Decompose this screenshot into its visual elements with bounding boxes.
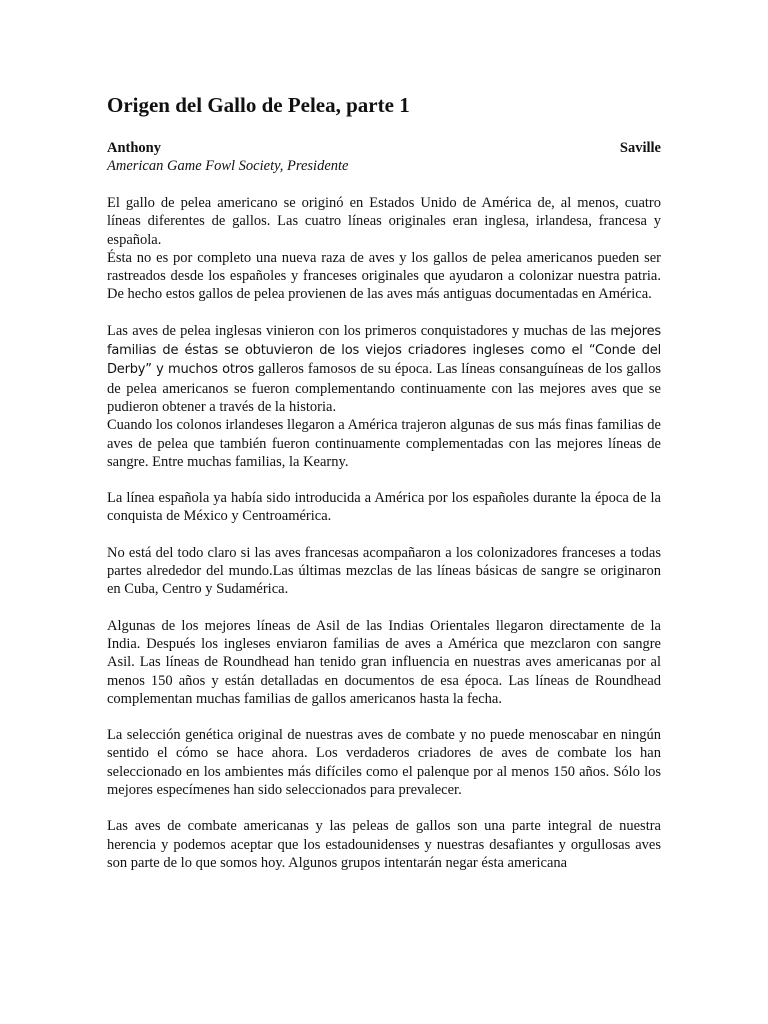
author-line [107, 139, 661, 157]
document-title: Origen del Gallo de Pelea, parte 1 [107, 93, 410, 117]
paragraph-1a: El gallo de pelea americano se originó en Estados Unido de América de, al menos, cuatro líneas diferentes de gallos. Las cuatro líneas originales eran inglesa, irlandesa, francesa y española. [107, 195, 661, 248]
author-last-name: Saville [619, 140, 661, 156]
author-affiliation: American Game Fowl Society, Presidente [107, 158, 349, 174]
document-page [107, 92, 661, 890]
paragraph-7: Las aves de combate americanas y las peleas de gallos son una parte integral de nuestra herencia y podemos aceptar que los estadounidenses y nuestras desafiantes y orgullosas aves son parte de lo que somos hoy. Algunos grupos intentarán negar ésta americana [107, 818, 661, 871]
paragraph-2a-part-2: mejores familias de éstas se obtuvieron de los viejos criadores ingleses como el “Conde del Derby” y muchos otros [107, 323, 661, 378]
paragraph-5: Algunas de los mejores líneas de Asil de las Indias Orientales llegaron directamente de la India. Después los ingleses enviaron familias de aves a América que mezclaron con sangre Asil. Las líneas de Roundhead han tenido gran influencia en nuestras aves americanas por al menos 150 años y están detalladas en documentos de esa época. Las líneas de Roundhead complementan muchas familias de gallos americanos hasta la fecha. [107, 617, 661, 707]
paragraph-6: La selección genética original de nuestras aves de combate y no puede menoscabar en ningún sentido el cómo se hace ahora. Los verdaderos criadores de aves de combate los han seleccionado en los ambientes más difíciles como el palenque por al menos 150 años. Sólo los mejores especímenes han sido seleccionados para prevalecer. [107, 727, 661, 799]
author-first-name: Anthony [107, 140, 161, 156]
paragraph-2b: Cuando los colonos irlandeses llegaron a América trajeron algunas de sus más finas familias de aves de pelea que también fueron continuamente complementadas con las mejores líneas de sangre. Entre muchas familias, la Kearny. [107, 417, 661, 470]
paragraph-2a [107, 322, 661, 416]
paragraph-3: La línea española ya había sido introducida a América por los españoles durante la época de la conquista de México y Centroamérica. [107, 490, 661, 525]
paragraph-2a-part-1: Las aves de pelea inglesas vinieron con los primeros conquistadores y muchas de las [107, 322, 607, 339]
paragraph-4: No está del todo claro si las aves francesas acompañaron a los colonizadores franceses a todas partes alrededor del mundo.Las últimas mezclas de las líneas básicas de sangre se originaron en Cuba, Centro y Sudamérica. [107, 544, 661, 598]
paragraph-1b: Ésta no es por completo una nueva raza de aves y los gallos de pelea americanos pueden ser rastreados desde los españoles y franceses originales que ayudaron a colonizar nuestra patria. De hecho estos gallos de pelea provienen de las aves más antiguas documentadas en América. [107, 249, 661, 303]
paragraph-2a-part-3: galleros famosos de su época. Las líneas consanguíneas de los gallos de pelea americanos se fueron complementando continuamente con las mejores aves que se pudieron obtener a través de la historia. [107, 361, 661, 415]
